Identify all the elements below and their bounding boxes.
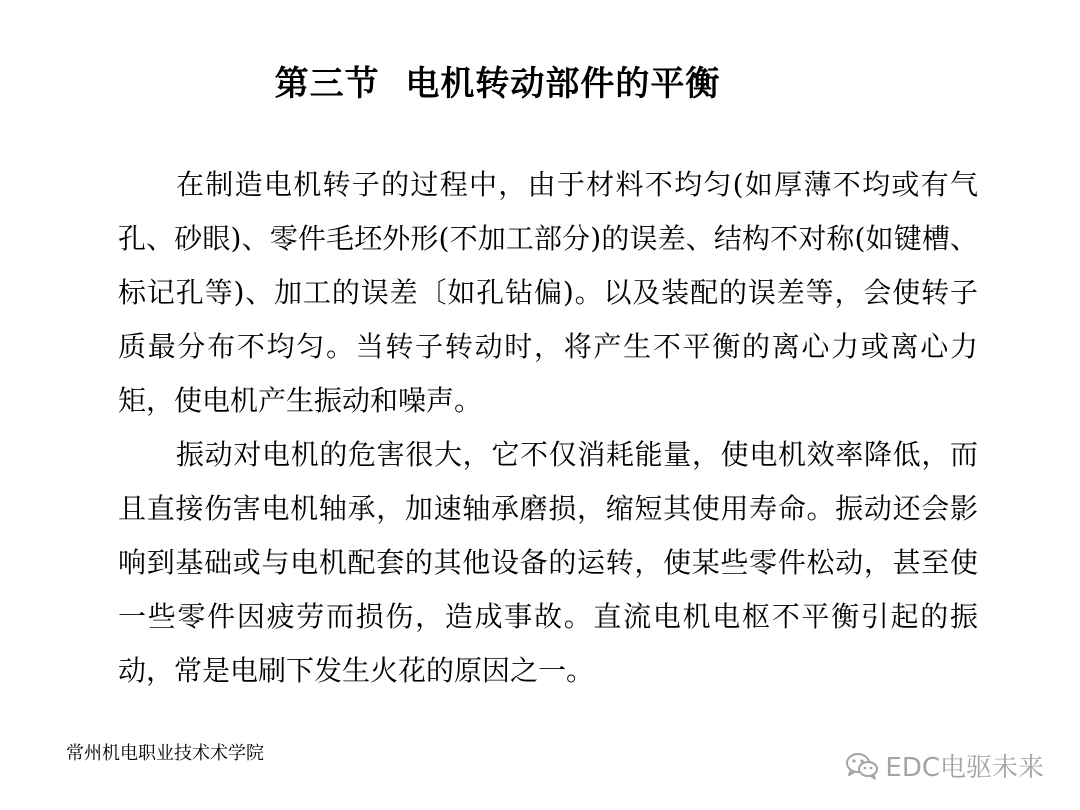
wechat-icon [845, 752, 879, 780]
paragraph: 振动对电机的危害很大，它不仅消耗能量，使电机效率降低，而且直接伤害电机轴承，加速轴承磨损，缩短其使用寿命。振动还会影响到基础或与电机配套的其他设备的运转，使某些零件松动，甚至使一些零件因疲劳而损伤，造成事故。直流电机电枢不平衡引起的振动，常是电刷下发生火花的原因之一。 [118, 438, 978, 687]
watermark-text: EDC电驱未来 [885, 753, 1044, 783]
watermark [845, 747, 1044, 784]
slide-title: 第三节 电机转动部件的平衡 [274, 64, 721, 104]
paragraph: 在制造电机转子的过程中，由于材料不均匀(如厚薄不均或有气孔、砂眼)、零件毛坯外形(不加工部分)的误差、结构不对称(如键槽、标记孔等)、加工的误差〔如孔钻偏)。以及装配的误差等，会使转子质最分布不均匀。当转子转动时，将产生不平衡的离心力或离心力矩，使电机产生振动和噪声。 [118, 168, 978, 417]
slide-body [118, 158, 978, 698]
institution-footer: 常州机电职业技术术学院 [66, 743, 264, 764]
